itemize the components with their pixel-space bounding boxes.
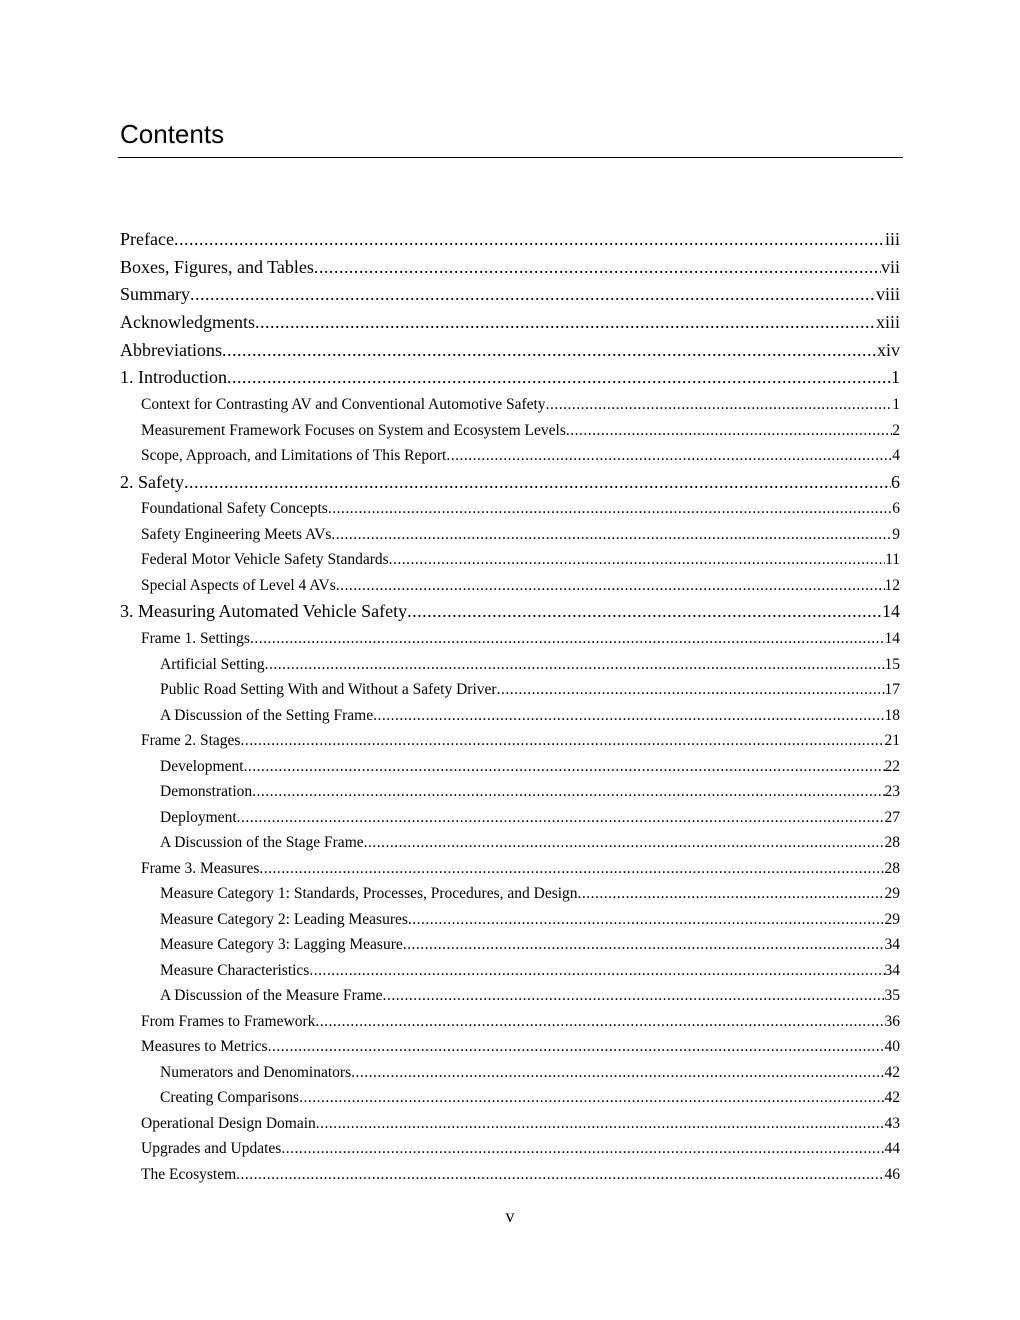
toc-leader-dots <box>351 1060 884 1086</box>
toc-entry-title: Foundational Safety Concepts <box>141 500 328 518</box>
toc-leader-dots <box>578 881 885 907</box>
toc-entry[interactable] <box>120 309 900 337</box>
toc-entry[interactable] <box>120 547 900 573</box>
toc-entry-title: Creating Comparisons <box>160 1089 300 1106</box>
toc-entry[interactable] <box>120 677 900 703</box>
toc-entry[interactable] <box>120 983 900 1009</box>
toc-entry-page: 22 <box>884 757 900 775</box>
toc-entry-page: 1 <box>891 367 900 388</box>
toc-entry-page: 9 <box>892 525 900 543</box>
toc-leader-dots <box>299 1085 884 1111</box>
toc-entry[interactable] <box>120 1162 900 1188</box>
toc-leader-dots <box>331 522 892 548</box>
toc-entry-page: 35 <box>884 987 900 1004</box>
toc-entry-title: Upgrades and Updates <box>141 1140 282 1157</box>
toc-entry-page: 1 <box>892 396 900 414</box>
toc-leader-dots <box>314 254 881 282</box>
toc-leader-dots <box>309 958 884 984</box>
toc-entry[interactable] <box>120 598 900 626</box>
toc-entry-title: Deployment <box>160 808 237 826</box>
toc-entry-title: 3. Measuring Automated Vehicle Safety <box>120 601 408 622</box>
toc-entry[interactable] <box>120 626 900 652</box>
toc-leader-dots <box>259 856 884 882</box>
toc-entry[interactable] <box>120 856 900 882</box>
toc-leader-dots <box>566 418 892 444</box>
toc-entry[interactable] <box>120 932 900 958</box>
toc-leader-dots <box>281 1136 884 1162</box>
toc-entry-title: A Discussion of the Setting Frame <box>160 706 374 724</box>
toc-entry-page: 17 <box>884 681 900 698</box>
toc-entry-page: 27 <box>884 808 900 826</box>
page-number: v <box>505 1206 515 1226</box>
toc-entry-page: 23 <box>884 783 900 800</box>
toc-entry-title: Measure Category 2: Leading Measures <box>160 910 408 928</box>
toc-leader-dots <box>546 392 893 418</box>
toc-entry-title: Demonstration <box>160 783 253 800</box>
toc-leader-dots <box>315 1009 884 1035</box>
toc-entry[interactable] <box>120 254 900 282</box>
toc-entry-title: A Discussion of the Measure Frame <box>160 987 383 1004</box>
toc-entry-page: 46 <box>884 1165 900 1183</box>
toc-leader-dots <box>408 907 885 933</box>
toc-entry-page: 42 <box>884 1063 900 1081</box>
toc-entry-title: Context for Contrasting AV and Conventional Automotive Safety <box>141 396 546 414</box>
toc-leader-dots <box>237 805 885 831</box>
toc-entry-title: Measure Characteristics <box>160 961 310 979</box>
toc-entry[interactable] <box>120 703 900 729</box>
toc-entry-title: Scope, Approach, and Limitations of This Report <box>141 447 447 465</box>
toc-entry-title: Measurement Framework Focuses on System and Ecosystem Levels <box>141 421 566 439</box>
toc-entry-title: Safety Engineering Meets AVs <box>141 525 332 543</box>
toc-entry[interactable] <box>120 1136 900 1162</box>
toc-entry[interactable] <box>120 1009 900 1035</box>
toc-entry[interactable] <box>120 881 900 907</box>
toc-leader-dots <box>336 573 885 599</box>
toc-leader-dots <box>227 364 891 392</box>
toc-entry[interactable] <box>120 418 900 444</box>
toc-leader-dots <box>407 598 882 626</box>
toc-entry-page: 6 <box>891 471 900 492</box>
toc-leader-dots <box>236 1162 884 1188</box>
toc-entry[interactable] <box>120 907 900 933</box>
toc-entry-page: 28 <box>884 834 900 851</box>
toc-entry-page: 40 <box>884 1038 900 1055</box>
toc-entry[interactable] <box>120 830 900 856</box>
toc-entry-page: 6 <box>892 500 900 518</box>
toc-leader-dots <box>190 281 876 309</box>
toc-entry-title: Special Aspects of Level 4 AVs <box>141 576 336 594</box>
toc-entry[interactable] <box>120 226 900 254</box>
toc-entry-title: A Discussion of the Stage Frame <box>160 834 364 851</box>
toc-entry[interactable] <box>120 496 900 522</box>
toc-entry-title: Artificial Setting <box>160 655 265 673</box>
toc-entry-title: Public Road Setting With and Without a Safety Driver <box>160 681 497 698</box>
toc-entry-title: Boxes, Figures, and Tables <box>120 256 314 277</box>
toc-entry[interactable] <box>120 392 900 418</box>
toc-entry-title: From Frames to Framework <box>141 1012 316 1030</box>
toc-leader-dots <box>174 226 885 254</box>
toc-entry-page: 44 <box>884 1140 900 1157</box>
toc-entry-title: Frame 2. Stages <box>141 732 241 749</box>
toc-entry-title: Development <box>160 757 244 775</box>
toc-entry-title: Numerators and Denominators <box>160 1063 352 1081</box>
toc-entry[interactable] <box>120 522 900 548</box>
toc-entry[interactable] <box>120 364 900 392</box>
toc-entry-title: 1. Introduction <box>120 367 227 388</box>
toc-entry-page: 4 <box>892 447 900 465</box>
toc-entry-page: 18 <box>884 706 900 724</box>
toc-entry-page: 43 <box>884 1114 900 1132</box>
toc-leader-dots <box>373 703 884 729</box>
toc-entry-page: 14 <box>884 630 900 647</box>
toc-entry-page: xiii <box>875 312 900 333</box>
toc-entry[interactable] <box>120 1060 900 1086</box>
toc-leader-dots <box>497 677 885 703</box>
toc-leader-dots <box>255 309 876 337</box>
toc-entry-title: Federal Motor Vehicle Safety Standards <box>141 551 389 569</box>
toc-entry-page: 36 <box>884 1012 900 1030</box>
toc-entry[interactable] <box>120 443 900 469</box>
heading-rule <box>118 157 903 158</box>
toc-entry-title: 2. Safety <box>120 471 184 492</box>
toc-leader-dots <box>250 626 885 652</box>
toc-entry[interactable] <box>120 652 900 678</box>
toc-entry[interactable] <box>120 754 900 780</box>
toc-entry-title: The Ecosystem <box>141 1165 237 1183</box>
toc-entry-page: 29 <box>884 910 900 928</box>
toc-entry-title: Frame 3. Measures <box>141 859 260 877</box>
toc-entry-page: xiv <box>876 339 900 360</box>
toc-entry-page: 34 <box>884 961 900 979</box>
toc-entry[interactable] <box>120 779 900 805</box>
toc-leader-dots <box>328 496 892 522</box>
toc-entry-page: vii <box>880 256 900 277</box>
toc-entry[interactable] <box>120 1085 900 1111</box>
toc-entry-title: Measure Category 1: Standards, Processes, Procedures, and Design <box>160 885 578 902</box>
toc-entry-page: 29 <box>884 885 900 902</box>
toc-entry[interactable] <box>120 1111 900 1137</box>
toc-entry-title: Abbreviations <box>120 339 222 360</box>
toc-leader-dots <box>265 652 885 678</box>
toc-entry[interactable] <box>120 1034 900 1060</box>
toc-entry[interactable] <box>120 337 900 365</box>
toc-leader-dots <box>403 932 885 958</box>
toc-leader-dots <box>244 754 885 780</box>
toc-leader-dots <box>446 443 892 469</box>
toc-entry-title: Measure Category 3: Lagging Measure <box>160 936 403 953</box>
toc-entry-page: 28 <box>884 859 900 877</box>
toc-leader-dots <box>252 779 884 805</box>
toc-entry-page: 21 <box>884 732 900 749</box>
toc-leader-dots <box>184 469 891 497</box>
toc-leader-dots <box>222 337 877 365</box>
toc-entry[interactable] <box>120 281 900 309</box>
toc-entry-title: Summary <box>120 284 190 305</box>
contents-heading: Contents <box>120 119 225 149</box>
toc-entry[interactable] <box>120 573 900 599</box>
toc-entry[interactable] <box>120 805 900 831</box>
toc-leader-dots <box>316 1111 885 1137</box>
toc-entry-title: Acknowledgments <box>120 312 255 333</box>
toc-entry-title: Operational Design Domain <box>141 1114 316 1132</box>
toc-entry-page: 12 <box>884 576 900 594</box>
toc-entry[interactable] <box>120 728 900 754</box>
toc-entry-title: Preface <box>120 229 174 249</box>
toc-entry-title: Measures to Metrics <box>141 1038 268 1055</box>
toc-entry-page: 11 <box>885 551 900 569</box>
toc-leader-dots <box>364 830 885 856</box>
toc-entry-page: iii <box>884 229 900 249</box>
toc-entry-page: 2 <box>892 421 900 439</box>
toc-entry-page: 15 <box>884 655 900 673</box>
toc-leader-dots <box>383 983 885 1009</box>
toc-entry-title: Frame 1. Settings <box>141 630 250 647</box>
toc-entry-page: 14 <box>882 601 900 622</box>
toc-entry[interactable] <box>120 958 900 984</box>
toc-leader-dots <box>389 547 885 573</box>
toc-leader-dots <box>268 1034 885 1060</box>
table-of-contents <box>120 226 900 1187</box>
toc-entry[interactable] <box>120 469 900 497</box>
toc-entry-page: 34 <box>884 936 900 953</box>
toc-leader-dots <box>240 728 884 754</box>
toc-entry-page: 42 <box>884 1089 900 1106</box>
toc-entry-page: viii <box>875 284 900 305</box>
